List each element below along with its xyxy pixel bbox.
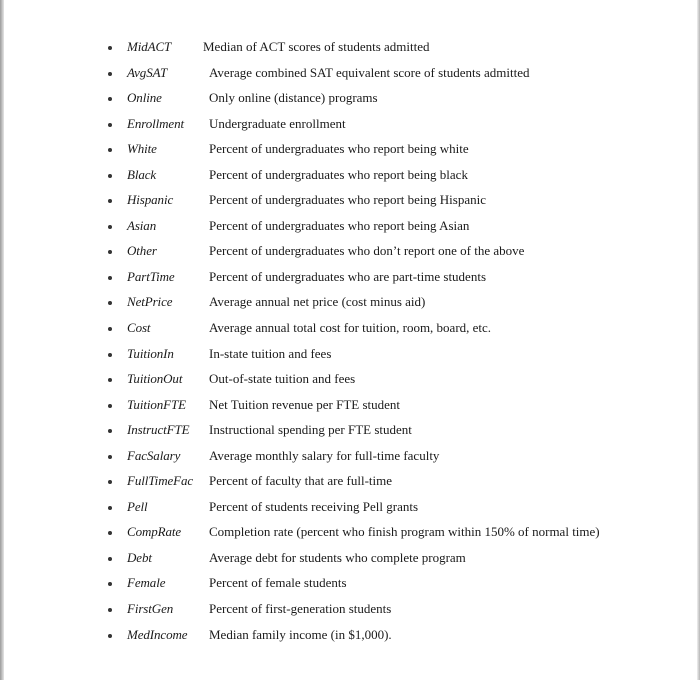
- variable-description: Average debt for students who complete program: [209, 549, 466, 565]
- variable-name: InstructFTE: [127, 422, 190, 438]
- variable-name: NetPrice: [127, 294, 173, 310]
- variable-description: Undergraduate enrollment: [209, 115, 346, 131]
- bullet-icon: [108, 72, 112, 76]
- variable-name: MidACT: [127, 39, 172, 54]
- list-item: [0, 546, 700, 572]
- list-item: [0, 137, 700, 163]
- variable-name: Pell: [127, 498, 148, 514]
- list-item: [0, 495, 700, 521]
- list-item: [0, 597, 700, 623]
- variable-description: Percent of undergraduates who report being Asian: [209, 217, 470, 233]
- variable-name: MedIncome: [127, 626, 188, 642]
- variable-name: Black: [127, 166, 157, 182]
- bullet-icon: [108, 608, 112, 612]
- variable-name: White: [127, 141, 157, 157]
- variable-name: AvgSAT: [127, 64, 168, 80]
- variable-description: Percent of undergraduates who don’t report one of the above: [209, 243, 525, 259]
- variable-name: FirstGen: [127, 601, 174, 617]
- variable-description: Average monthly salary for full-time faculty: [209, 447, 440, 463]
- list-item: [0, 61, 700, 87]
- variable-description: In-state tuition and fees: [209, 345, 332, 361]
- bullet-icon: [108, 455, 112, 459]
- variable-description: Average annual total cost for tuition, room, board, etc.: [209, 320, 492, 336]
- variable-definition-list: [0, 35, 700, 648]
- bullet-icon: [108, 506, 112, 510]
- variable-name: Female: [127, 575, 166, 591]
- bullet-icon: [108, 429, 112, 433]
- bullet-icon: [108, 199, 112, 203]
- bullet-icon: [108, 123, 112, 127]
- bullet-icon: [108, 480, 112, 484]
- variable-description: Out-of-state tuition and fees: [209, 371, 356, 387]
- variable-name: PartTime: [127, 268, 175, 284]
- list-item: [0, 469, 700, 495]
- list-item: [0, 239, 700, 265]
- list-item: [0, 367, 700, 393]
- variable-name: CompRate: [127, 524, 182, 540]
- variable-description: Percent of faculty that are full-time: [209, 473, 393, 489]
- variable-name: Asian: [127, 217, 157, 233]
- bullet-icon: [108, 46, 112, 50]
- variable-description: Net Tuition revenue per FTE student: [209, 396, 401, 412]
- variable-name: Other: [127, 243, 157, 259]
- list-item: [0, 214, 700, 240]
- bullet-icon: [108, 97, 112, 101]
- bullet-icon: [108, 301, 112, 305]
- variable-name: TuitionOut: [127, 371, 183, 387]
- variable-description: Median family income (in $1,000).: [209, 626, 392, 642]
- list-item: [0, 444, 700, 470]
- bullet-icon: [108, 353, 112, 357]
- list-item: [0, 35, 700, 61]
- variable-name: FullTimeFac: [127, 473, 194, 489]
- variable-name: TuitionIn: [127, 345, 174, 361]
- variable-description: Percent of undergraduates who are part-time students: [209, 268, 486, 284]
- variable-description: Percent of first-generation students: [209, 601, 392, 617]
- list-item: [0, 112, 700, 138]
- variable-description: Only online (distance) programs: [209, 90, 378, 106]
- variable-name: Cost: [127, 320, 151, 336]
- bullet-icon: [108, 378, 112, 382]
- bullet-icon: [108, 557, 112, 561]
- list-item: [0, 86, 700, 112]
- variable-name: Online: [127, 90, 162, 106]
- bullet-icon: [108, 225, 112, 229]
- variable-name: Enrollment: [127, 115, 185, 131]
- list-item: [0, 418, 700, 444]
- bullet-icon: [108, 404, 112, 408]
- list-item: [0, 265, 700, 291]
- list-item: [0, 571, 700, 597]
- variable-description: Percent of undergraduates who report being Hispanic: [209, 192, 487, 208]
- variable-name: Debt: [127, 549, 152, 565]
- bullet-icon: [108, 531, 112, 535]
- bullet-icon: [108, 634, 112, 638]
- bullet-icon: [108, 250, 112, 254]
- variable-description: Percent of female students: [209, 575, 347, 591]
- list-item: [0, 290, 700, 316]
- bullet-icon: [108, 327, 112, 331]
- variable-name: Hispanic: [127, 192, 174, 208]
- bullet-icon: [108, 582, 112, 586]
- bullet-icon: [108, 148, 112, 152]
- variable-name: FacSalary: [127, 447, 181, 463]
- bullet-icon: [108, 276, 112, 280]
- list-item: [0, 188, 700, 214]
- variable-name: TuitionFTE: [127, 396, 186, 412]
- variable-description: Median of ACT scores of students admitted: [203, 39, 430, 54]
- list-item: [0, 393, 700, 419]
- list-item: [0, 623, 700, 649]
- variable-description: Average combined SAT equivalent score of students admitted: [209, 64, 530, 80]
- list-item: [0, 520, 700, 546]
- variable-description: Instructional spending per FTE student: [209, 422, 412, 438]
- bullet-icon: [108, 174, 112, 178]
- variable-description: Percent of undergraduates who report being black: [209, 166, 468, 182]
- variable-description: Completion rate (percent who finish program within 150% of normal time): [209, 524, 600, 540]
- variable-description: Percent of students receiving Pell grants: [209, 498, 419, 514]
- list-item: [0, 163, 700, 189]
- list-item: [0, 316, 700, 342]
- list-item: [0, 342, 700, 368]
- variable-description: Average annual net price (cost minus aid): [209, 294, 426, 310]
- variable-description: Percent of undergraduates who report being white: [209, 141, 469, 157]
